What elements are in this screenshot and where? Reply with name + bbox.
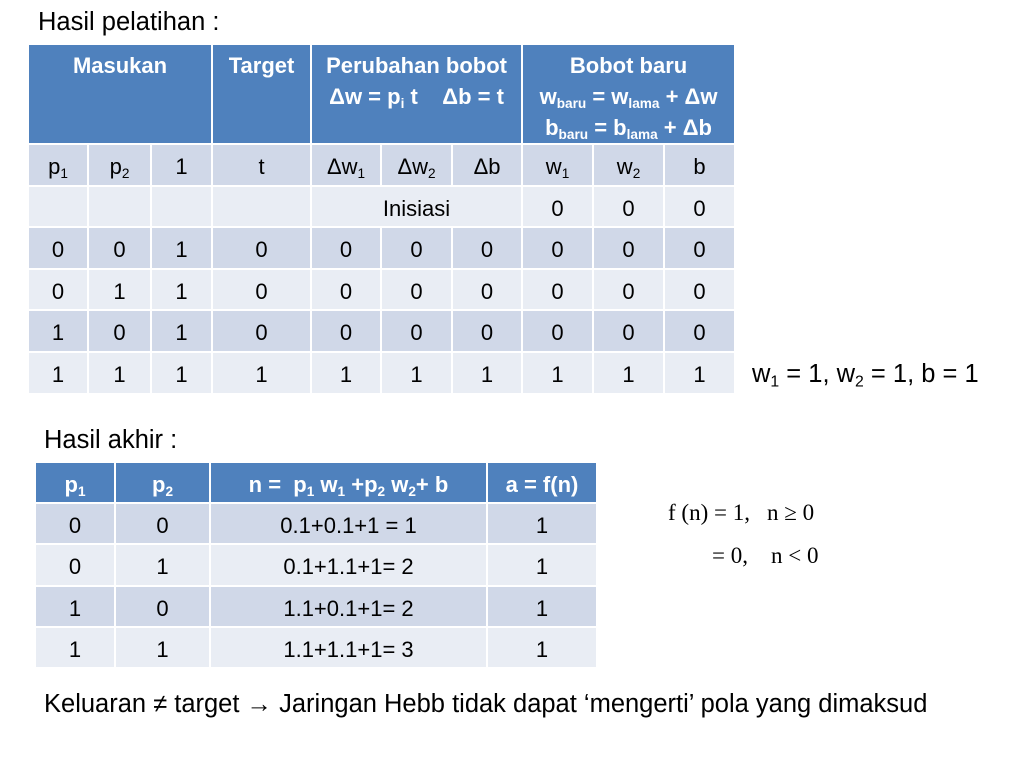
b-cell: 0	[664, 269, 735, 311]
training-results-title: Hasil pelatihan :	[38, 8, 220, 36]
w2-cell: 0	[593, 310, 664, 352]
net-input-header	[210, 462, 487, 503]
training-table-header	[28, 44, 735, 144]
w2-cell: 1	[593, 352, 664, 394]
p2-cell: 0	[88, 310, 151, 352]
delta-b-cell: 0	[452, 310, 522, 352]
subscript: i	[400, 95, 405, 111]
target-cell: 0	[212, 269, 311, 311]
p1-label	[28, 144, 88, 186]
delta-b-cell: 0	[452, 269, 522, 311]
result-header-row	[35, 462, 597, 503]
p2-header	[115, 462, 210, 503]
subscript: 1	[561, 165, 570, 181]
delta-w1-cell: 0	[311, 227, 381, 269]
p2-cell: 1	[88, 352, 151, 394]
delta-w1-cell: 0	[311, 310, 381, 352]
new-weight-label: Bobot baru	[569, 53, 688, 78]
new-weight-b-formula	[525, 112, 732, 143]
activation-line2-value: = 0,	[712, 543, 748, 568]
table-row	[28, 269, 735, 311]
bias-input-cell: 1	[151, 352, 212, 394]
w1-cell: 0	[522, 269, 593, 311]
delta-w1-cell: 0	[311, 269, 381, 311]
delta-w1-cell: 1	[311, 352, 381, 394]
subscript: 2	[377, 483, 386, 499]
delta-w2-label	[381, 144, 452, 186]
activation-line2-condition: n < 0	[771, 543, 819, 568]
training-header-row	[28, 44, 735, 144]
initialization-row	[28, 186, 735, 228]
text-segment: w	[616, 154, 633, 179]
p2-label	[88, 144, 151, 186]
text-segment: = b	[588, 115, 627, 140]
text-segment: p	[64, 472, 78, 497]
delta-w2-cell: 0	[381, 310, 452, 352]
new-weight-w-formula	[525, 81, 732, 112]
b-cell: 0	[664, 310, 735, 352]
text-segment: = 1, w	[779, 360, 856, 388]
output-cell: 1	[487, 627, 597, 668]
delta-w2-cell: 0	[381, 227, 452, 269]
subscript: 2	[408, 483, 416, 499]
target-label: t	[212, 144, 311, 186]
w1-cell: 0	[522, 227, 593, 269]
net-input-cell: 0.1+1.1+1= 2	[210, 544, 487, 585]
conclusion-explanation: Jaringan Hebb tidak dapat ‘mengerti’ pola yang dimaksud	[272, 690, 928, 718]
text-segment: + Δb	[657, 115, 712, 140]
empty-cell	[212, 186, 311, 228]
p2-cell: 0	[115, 586, 210, 627]
text-segment: w	[385, 472, 409, 497]
delta-b-cell: 0	[452, 227, 522, 269]
p1-cell: 0	[35, 503, 115, 544]
p2-cell: 0	[88, 227, 151, 269]
output-cell: 1	[487, 503, 597, 544]
arrow-icon: →	[246, 690, 273, 718]
p2-cell: 0	[115, 503, 210, 544]
text-segment: = 1, b = 1	[863, 360, 979, 388]
table-row	[35, 503, 597, 544]
delta-w2-cell: 1	[381, 352, 452, 394]
subscript: 1	[77, 483, 86, 499]
table-row	[35, 627, 597, 668]
text-segment: + b	[415, 472, 449, 497]
result-table-body	[35, 503, 597, 668]
training-table	[27, 43, 736, 395]
subscript: 1	[337, 483, 346, 499]
table-row	[28, 310, 735, 352]
conclusion-text	[44, 689, 927, 719]
bias-input-cell: 1	[151, 269, 212, 311]
w2-cell: 0	[593, 269, 664, 311]
output-cell: 1	[487, 586, 597, 627]
text-segment: p	[151, 472, 166, 497]
subscript: 2	[855, 373, 864, 391]
text-segment: p	[109, 154, 122, 179]
weight-change-formula	[314, 81, 519, 112]
w1-label	[522, 144, 593, 186]
p1-cell: 1	[35, 627, 115, 668]
p1-cell: 0	[28, 269, 88, 311]
p2-cell: 1	[115, 544, 210, 585]
p1-cell: 0	[28, 227, 88, 269]
p2-cell: 1	[115, 627, 210, 668]
subscript: 2	[165, 483, 174, 499]
subscript: 1	[770, 373, 780, 391]
b-cell: 0	[664, 186, 735, 228]
text-segment: b	[545, 115, 559, 140]
w1-cell: 0	[522, 310, 593, 352]
p2-cell: 1	[88, 269, 151, 311]
target-cell: 1	[212, 352, 311, 394]
conclusion-statement: Keluaran ≠ target	[44, 690, 247, 718]
b-label: b	[664, 144, 735, 186]
text-segment: = w	[586, 84, 629, 109]
net-input-cell: 1.1+0.1+1= 2	[210, 586, 487, 627]
delta-b-label: Δb	[452, 144, 522, 186]
text-segment: +p	[345, 472, 378, 497]
empty-cell	[88, 186, 151, 228]
table-row	[35, 586, 597, 627]
text-segment: n = p	[248, 472, 307, 497]
training-table-body	[28, 144, 735, 394]
delta-w2-cell: 0	[381, 269, 452, 311]
final-results-title: Hasil akhir :	[44, 426, 178, 454]
activation-line1-condition: n ≥ 0	[767, 500, 815, 525]
input-group-header	[28, 44, 212, 144]
empty-cell	[28, 186, 88, 228]
subscript: lama	[628, 95, 660, 111]
p1-cell: 0	[35, 544, 115, 585]
subscript: 1	[306, 483, 315, 499]
column-label-row	[28, 144, 735, 186]
weight-change-label: Perubahan bobot	[326, 53, 507, 78]
text-segment: w	[545, 154, 562, 179]
p1-cell: 1	[28, 310, 88, 352]
output-cell: 1	[487, 544, 597, 585]
subscript: 2	[121, 165, 130, 181]
net-input-cell: 1.1+1.1+1= 3	[210, 627, 487, 668]
text-segment: Δw	[326, 154, 358, 179]
empty-cell	[151, 186, 212, 228]
target-label: Target	[228, 53, 295, 78]
bias-input-cell: 1	[151, 227, 212, 269]
w1-cell: 1	[522, 352, 593, 394]
p1-header	[35, 462, 115, 503]
subscript: 1	[60, 165, 68, 181]
w2-cell: 0	[593, 186, 664, 228]
delta-b-cell: 1	[452, 352, 522, 394]
w2-label	[593, 144, 664, 186]
initialization-label: Inisiasi	[311, 186, 522, 228]
subscript: lama	[626, 126, 658, 142]
text-segment: w	[752, 360, 771, 388]
result-table-header	[35, 462, 597, 503]
target-header	[212, 44, 311, 144]
w1-cell: 0	[522, 186, 593, 228]
text-segment: Δw	[397, 154, 429, 179]
target-cell: 0	[212, 227, 311, 269]
activation-line1-value: f (n) = 1,	[668, 500, 750, 525]
text-segment: + Δw	[659, 84, 718, 109]
result-table	[34, 461, 598, 669]
net-input-cell: 0.1+0.1+1 = 1	[210, 503, 487, 544]
b-cell: 1	[664, 352, 735, 394]
weight-change-header	[311, 44, 522, 144]
subscript: 2	[632, 165, 641, 181]
bias-input-cell: 1	[151, 310, 212, 352]
output-header: a = f(n)	[487, 462, 597, 503]
table-row	[28, 352, 735, 394]
text-segment: p	[48, 154, 61, 179]
w2-cell: 0	[593, 227, 664, 269]
subscript: 1	[357, 165, 366, 181]
subscript: baru	[556, 95, 587, 111]
bias-input-label: 1	[151, 144, 212, 186]
target-cell: 0	[212, 310, 311, 352]
subscript: 2	[428, 165, 436, 181]
table-row	[28, 227, 735, 269]
table-row	[35, 544, 597, 585]
p1-cell: 1	[35, 586, 115, 627]
text-segment: w	[314, 472, 338, 497]
p1-cell: 1	[28, 352, 88, 394]
text-segment: t Δb = t	[404, 84, 504, 109]
final-weights	[752, 359, 979, 389]
delta-w1-label	[311, 144, 381, 186]
text-segment: Δw = p	[329, 84, 401, 109]
text-segment: w	[539, 84, 557, 109]
input-group-label: Masukan	[72, 53, 168, 78]
new-weight-header	[522, 44, 735, 144]
subscript: baru	[558, 126, 589, 142]
b-cell: 0	[664, 227, 735, 269]
